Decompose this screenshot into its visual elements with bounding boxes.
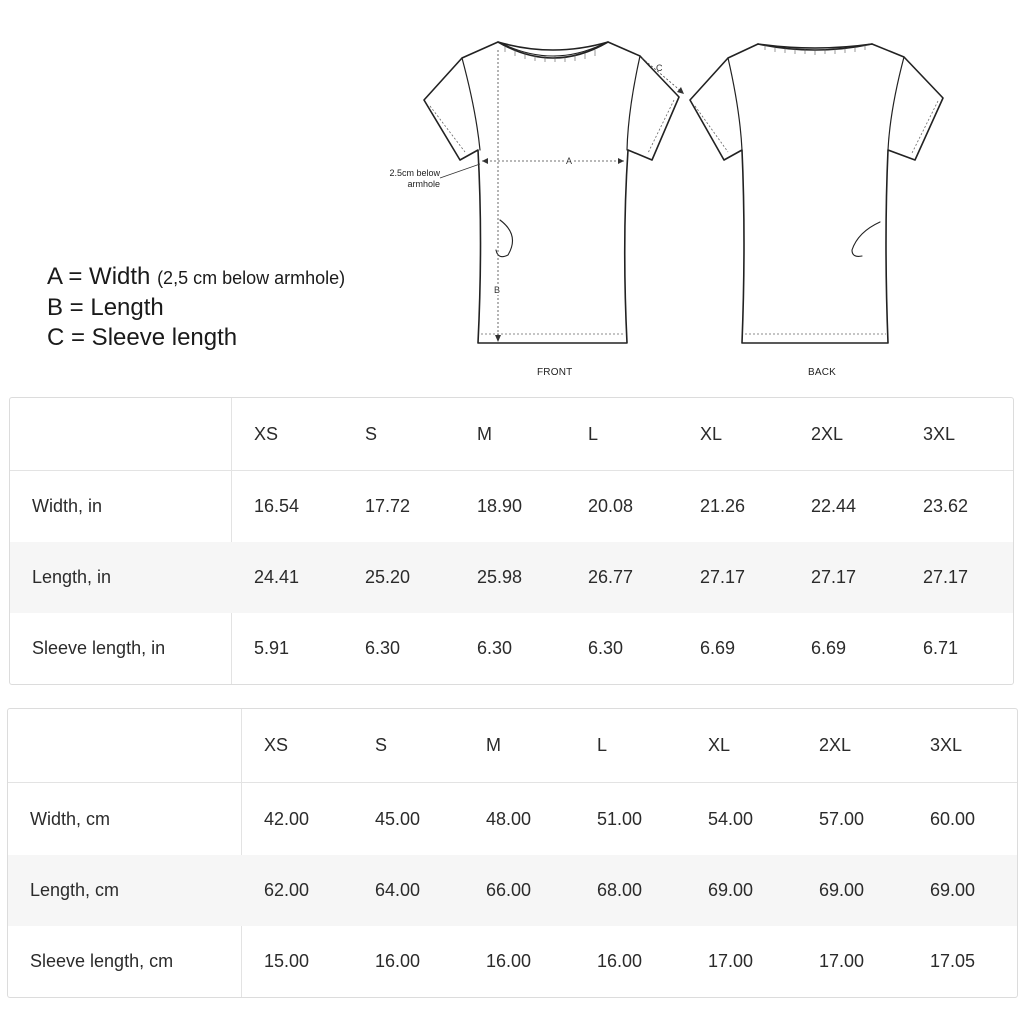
- tshirt-drawing: [0, 0, 1024, 390]
- table-cell: 69.00: [708, 880, 754, 900]
- table-cell: 25.20: [365, 567, 411, 587]
- header-size-3xl: 3XL: [923, 423, 956, 444]
- table-header-row: [10, 398, 1013, 471]
- table-cell: 15.00: [264, 951, 310, 971]
- tshirt-measurement-diagram: [0, 0, 1024, 390]
- table-cell: 5.91: [254, 638, 290, 658]
- dimension-b-label: B: [494, 285, 501, 295]
- row-label: Width, in: [32, 496, 103, 516]
- table-cell: 69.00: [930, 880, 976, 900]
- table-cell: 45.00: [375, 808, 421, 829]
- table-cell: 68.00: [597, 880, 643, 900]
- table-cell: 16.54: [254, 496, 300, 516]
- header-size-xl: XL: [700, 423, 723, 444]
- front-label: FRONT: [537, 367, 573, 378]
- armhole-callout: [372, 168, 440, 190]
- table-cell: 6.30: [365, 638, 401, 658]
- front-shirt-outline: [424, 42, 679, 343]
- row-label: Sleeve length, cm: [30, 951, 174, 971]
- header-size-xs: XS: [264, 735, 289, 755]
- header-size-3xl: 3XL: [930, 735, 963, 755]
- table-cell: 26.77: [588, 567, 634, 587]
- table-row: [10, 613, 1013, 684]
- row-label: Width, cm: [30, 808, 111, 829]
- table-cell: 48.00: [486, 808, 532, 829]
- header-size-xs: XS: [254, 423, 279, 444]
- table-cell: 62.00: [264, 880, 310, 900]
- table-row: [8, 783, 1017, 855]
- callout-line-2: armhole: [407, 179, 440, 189]
- table-cell: 66.00: [486, 880, 532, 900]
- table-cell: 17.00: [708, 951, 754, 971]
- table-cell: 6.69: [811, 638, 847, 658]
- callout-line-1: 2.5cm below: [389, 168, 440, 178]
- header-size-m: M: [486, 735, 501, 755]
- table-row: [10, 471, 1013, 542]
- table-cell: 21.26: [700, 496, 746, 516]
- table-cell: 6.30: [477, 638, 513, 658]
- table-cell: 22.44: [811, 496, 857, 516]
- table-cell: 6.30: [588, 638, 624, 658]
- table-cell: 20.08: [588, 496, 634, 516]
- legend-width-text: A = Width: [47, 263, 151, 290]
- table-cell: 51.00: [597, 808, 643, 829]
- table-cell: 64.00: [375, 880, 421, 900]
- size-table-centimeters: [7, 708, 1018, 998]
- header-size-xl: XL: [708, 735, 731, 755]
- row-label: Length, cm: [30, 880, 120, 900]
- table-cell: 17.00: [819, 951, 865, 971]
- table-cell: 6.71: [923, 638, 959, 658]
- table-cell: 69.00: [819, 880, 865, 900]
- table-cell: 27.17: [923, 567, 969, 587]
- table-cell: 6.69: [700, 638, 736, 658]
- table-cell: 16.00: [597, 951, 643, 971]
- table-cell: 60.00: [930, 808, 976, 829]
- row-label: Length, in: [32, 567, 112, 587]
- header-size-s: S: [375, 735, 388, 755]
- header-size-l: L: [597, 735, 608, 755]
- table-row: [8, 926, 1017, 997]
- legend-length: B = Length: [47, 294, 164, 321]
- table-cell: 24.41: [254, 567, 300, 587]
- back-shirt-outline: [690, 44, 943, 343]
- header-size-2xl: 2XL: [819, 735, 852, 755]
- table-header-row: [8, 709, 1017, 783]
- table-cell: 17.72: [365, 496, 411, 516]
- table-cell: 27.17: [700, 567, 746, 587]
- legend-width-note: (2,5 cm below armhole): [157, 268, 346, 288]
- header-size-2xl: 2XL: [811, 423, 844, 444]
- table-cell: 16.00: [375, 951, 421, 971]
- table-cell: 42.00: [264, 808, 310, 829]
- dimension-a-label: A: [566, 156, 573, 166]
- table-cell: 17.05: [930, 951, 976, 971]
- header-size-m: M: [477, 423, 492, 444]
- table-cell: 54.00: [708, 808, 754, 829]
- table-cell: 23.62: [923, 496, 969, 516]
- header-size-l: L: [588, 423, 599, 444]
- header-size-s: S: [365, 423, 378, 444]
- table-cell: 57.00: [819, 808, 865, 829]
- table-row: [8, 855, 1017, 926]
- table-row: [10, 542, 1013, 613]
- back-label: BACK: [808, 367, 837, 378]
- table-cell: 25.98: [477, 567, 523, 587]
- legend-sleeve-length: C = Sleeve length: [47, 324, 238, 351]
- dimension-c-label: C: [656, 63, 663, 73]
- size-table-inches: [9, 397, 1014, 685]
- table-cell: 27.17: [811, 567, 857, 587]
- table-cell: 18.90: [477, 496, 523, 516]
- row-label: Sleeve length, in: [32, 638, 166, 658]
- table-cell: 16.00: [486, 951, 532, 971]
